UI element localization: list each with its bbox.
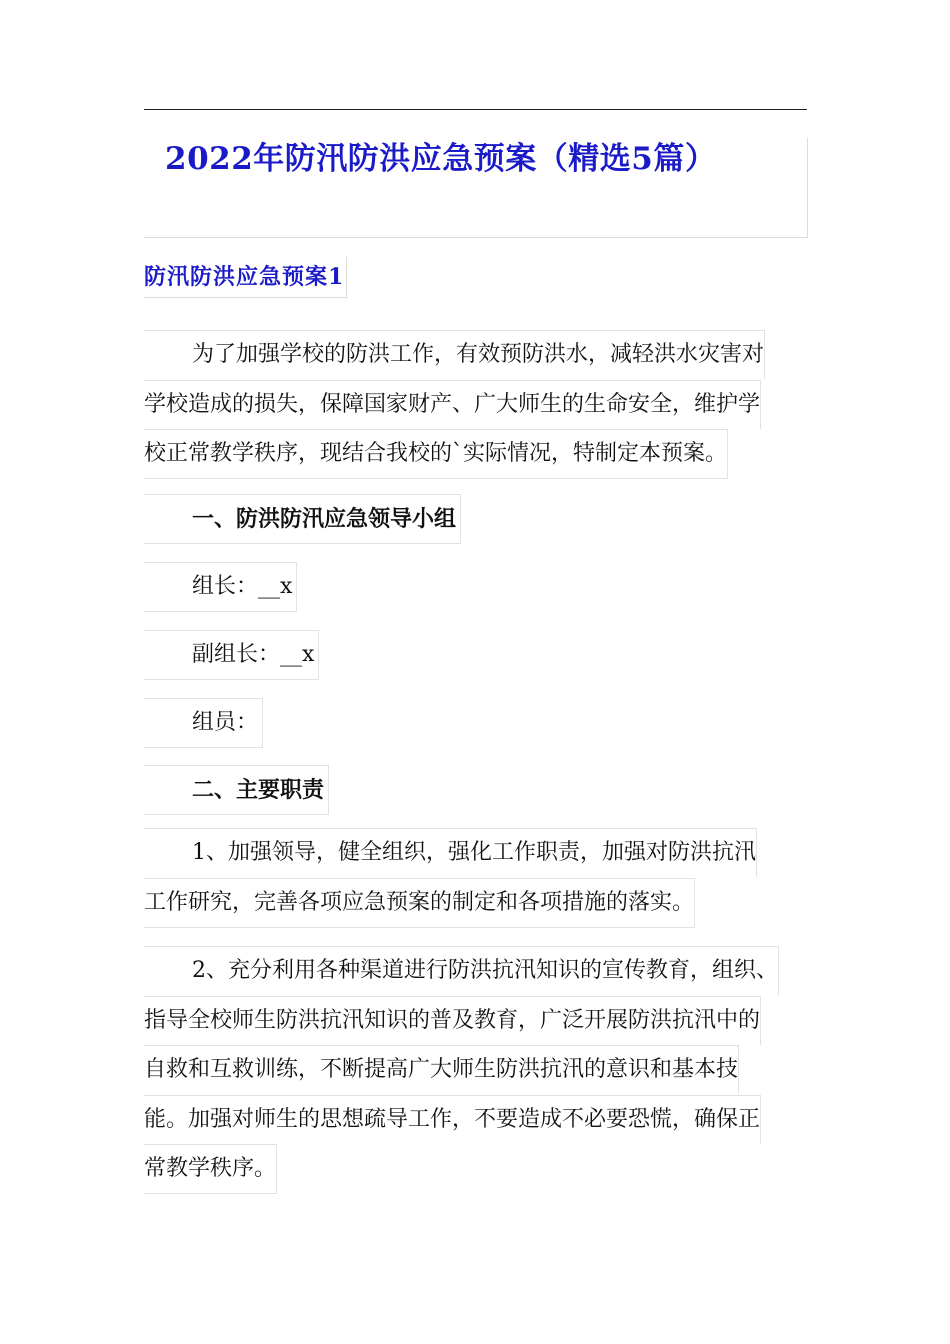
intro-paragraph xyxy=(144,330,814,479)
heading-leadership-group xyxy=(144,494,461,544)
deputy-leader-line xyxy=(144,630,319,680)
text-line: 能。加强对师生的思想疏导工作，不要造成不必要恐慌，确保正 xyxy=(144,1095,761,1144)
heading-text: 二、主要职责 xyxy=(144,765,329,815)
header-rule xyxy=(144,109,807,110)
text-line: 2、充分利用各种渠道进行防洪抗汛知识的宣传教育，组织、 xyxy=(144,946,779,995)
text-line: 校正常教学秩序，现结合我校的`实际情况，特制定本预案。 xyxy=(144,429,728,479)
leader-text: 组长：__x xyxy=(144,562,297,612)
members-text: 组员： xyxy=(144,698,263,748)
document-title: 2022年防汛防洪应急预案（精选5篇） xyxy=(165,141,717,177)
text-line: 常教学秩序。 xyxy=(144,1144,277,1194)
heading-main-duties xyxy=(144,765,329,815)
members-line xyxy=(144,698,263,748)
heading-text: 一、防洪防汛应急领导小组 xyxy=(144,494,461,544)
section-title: 防汛防洪应急预案1 xyxy=(144,257,347,298)
text-line: 指导全校师生防洪抗汛知识的普及教育，广泛开展防洪抗汛中的 xyxy=(144,996,761,1045)
text-line: 1、加强领导，健全组织，强化工作职责，加强对防洪抗汛 xyxy=(144,828,757,877)
text-line: 为了加强学校的防洪工作，有效预防洪水，减轻洪水灾害对 xyxy=(144,330,765,379)
text-line: 工作研究，完善各项应急预案的制定和各项措施的落实。 xyxy=(144,878,695,928)
text-line: 学校造成的损失，保障国家财产、广大师生的生命安全，维护学 xyxy=(144,380,761,429)
deputy-leader-text: 副组长：__x xyxy=(144,630,319,680)
leader-line xyxy=(144,562,297,612)
duty-2-paragraph xyxy=(144,946,814,1194)
duty-1-paragraph xyxy=(144,828,814,928)
text-line: 自救和互救训练，不断提高广大师生防洪抗汛的意识和基本技 xyxy=(144,1045,739,1094)
